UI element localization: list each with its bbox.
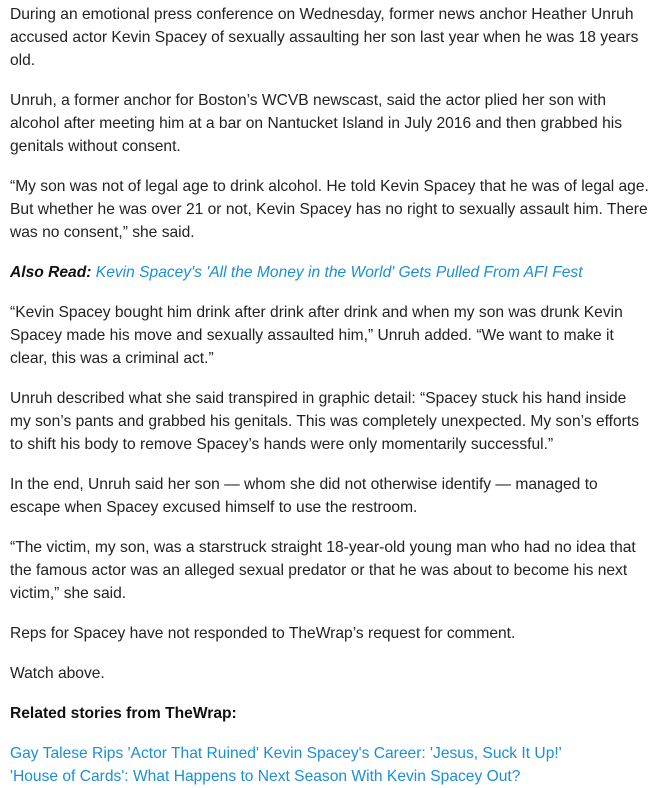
- related-stories-list: [10, 742, 650, 788]
- paragraph-escape: In the end, Unruh said her son — whom she did not otherwise identify — managed to escape when Spacey excused himself to use the restroom.: [10, 476, 598, 516]
- paragraph-no-comment: Reps for Spacey have not responded to TheWrap’s request for comment.: [10, 625, 516, 642]
- related-story-link[interactable]: 'House of Cards': What Happens to Next Season With Kevin Spacey Out?: [10, 768, 521, 785]
- paragraph-legal-age-quote: “My son was not of legal age to drink alcohol. He told Kevin Spacey that he was of legal age. But whether he was over 21 or not, Kevin Spacey has no right to sexually assault him. There was no consent,” she said.: [10, 178, 649, 241]
- related-stories-heading: Related stories from TheWrap:: [10, 705, 237, 722]
- article-body: [10, 0, 650, 788]
- paragraph-press-conference: During an emotional press conference on Wednesday, former news anchor Heather Unruh accused actor Kevin Spacey of sexually assaulting her son last year when he was 18 years old.: [10, 6, 639, 69]
- paragraph-graphic-detail: Unruh described what she said transpired in graphic detail: “Spacey stuck his hand inside my son’s pants and grabbed his genitals. This was completely unexpected. My son’s efforts to shift his body to remove Spacey’s hands were only momentarily successful.”: [10, 390, 640, 453]
- paragraph-victim-quote: “The victim, my son, was a starstruck straight 18-year-old young man who had no idea that the famous actor was an alleged sexual predator or that he was about to become his next victim,” she said.: [10, 539, 636, 602]
- also-read-line: [10, 261, 650, 284]
- also-read-label: Also Read:: [10, 264, 92, 281]
- paragraph-former-anchor: Unruh, a former anchor for Boston’s WCVB newscast, said the actor plied her son with alcohol after meeting him at a bar on Nantucket Island in July 2016 and then grabbed his genitals without consent.: [10, 92, 623, 155]
- paragraph-watch-above: Watch above.: [10, 665, 105, 682]
- paragraph-drink-quote: “Kevin Spacey bought him drink after drink after drink and when my son was drunk Kevin Spacey made his move and sexually assaulted him,” Unruh added. “We want to make it clear, this was a criminal act.”: [10, 304, 623, 367]
- also-read-link[interactable]: Kevin Spacey's 'All the Money in the World' Gets Pulled From AFI Fest: [95, 264, 583, 281]
- related-story-link[interactable]: Gay Talese Rips 'Actor That Ruined' Kevin Spacey's Career: 'Jesus, Suck It Up!': [10, 745, 562, 762]
